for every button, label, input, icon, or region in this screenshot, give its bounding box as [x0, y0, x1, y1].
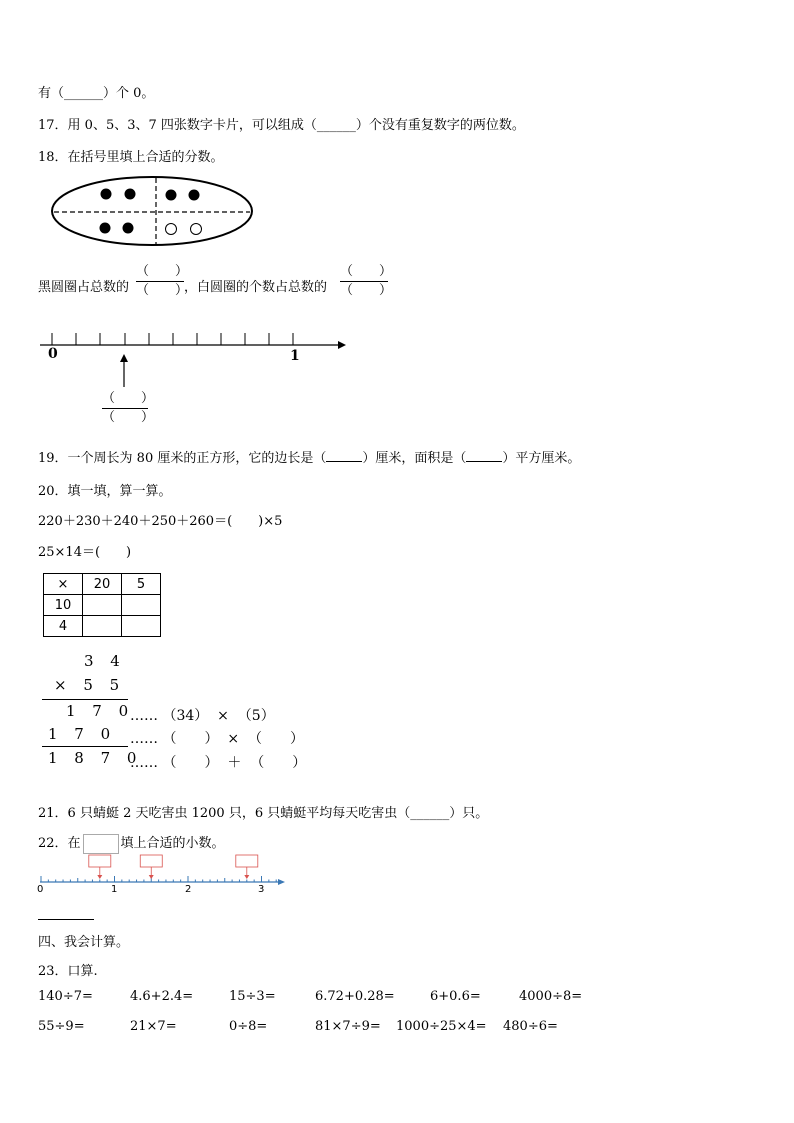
arrow-fraction-blank — [102, 391, 155, 426]
vertical-multiplier: × 5 5 — [54, 676, 126, 694]
tick-label-2: 2 — [185, 884, 192, 895]
oral-calc-item: 81×7÷9= — [315, 1019, 381, 1034]
oral-calc-item: 480÷6= — [503, 1019, 558, 1034]
down-arrow-icon — [97, 875, 102, 879]
q20-title: 20．填一填，算一算。 — [38, 484, 172, 499]
answer-box[interactable] — [140, 855, 162, 867]
white-circle — [166, 224, 177, 235]
oral-calc-item: 0÷8= — [229, 1019, 268, 1034]
grid-cell[interactable] — [83, 616, 122, 637]
q20-product-expression: 25×14＝( ) — [38, 545, 132, 560]
black-circle — [166, 190, 177, 201]
q19-part3: ）平方厘米。 — [502, 451, 581, 466]
oral-calc-item: 1000÷25×4= — [396, 1019, 487, 1034]
vertical-rule-1 — [42, 699, 128, 700]
decimal-ticks — [41, 876, 276, 882]
black-circle — [123, 223, 134, 234]
number-line-label-1: 1 — [290, 348, 300, 364]
decimal-arrow-icon — [278, 879, 285, 885]
answer-box-sample — [83, 834, 119, 854]
fraction-numerator: （ ） — [136, 264, 189, 279]
multiplication-grid — [43, 573, 161, 637]
q23-title: 23．口算. — [38, 964, 98, 979]
grid-cell[interactable] — [83, 595, 122, 616]
decimal-number-line — [34, 852, 294, 898]
section-separator — [38, 919, 94, 920]
q19-text — [38, 447, 580, 466]
grid-header-20: 20 — [83, 574, 122, 595]
partial-product-1: 1 7 0 — [66, 702, 135, 720]
fraction-numerator: （ ） — [340, 264, 393, 279]
vertical-top-number: 3 4 — [84, 652, 126, 670]
black-fraction-blank — [136, 264, 189, 299]
fraction-denominator: （ ） — [102, 410, 155, 425]
q19-part1: 19．一个周长为 80 厘米的正方形，它的边长是（ — [38, 451, 327, 466]
tick-label-1: 1 — [111, 884, 118, 895]
oral-calc-item: 140÷7= — [38, 989, 93, 1004]
fraction-denominator: （ ） — [136, 283, 189, 298]
vertical-note-2: …… （ ） × （ ） — [130, 731, 304, 747]
answer-marker — [140, 855, 162, 879]
vertical-note-1: …… （34） × （5） — [130, 708, 275, 724]
white-circle — [191, 224, 202, 235]
vertical-note-3: …… （ ） ＋ （ ） — [130, 755, 307, 771]
oral-calc-item: 15÷3= — [229, 989, 276, 1004]
q22-post: 填上合适的小数。 — [120, 836, 225, 851]
decimal-markers — [89, 855, 258, 879]
white-fraction-blank — [340, 264, 393, 299]
number-line-label-0: 0 — [48, 346, 58, 362]
grid-header-5: 5 — [122, 574, 161, 595]
fraction-numerator: （ ） — [102, 391, 155, 406]
oral-calc-item: 21×7= — [130, 1019, 177, 1034]
tick-label-3: 3 — [258, 884, 265, 895]
fraction-denominator: （ ） — [340, 283, 393, 298]
q18-black-text: 黑圆圈占总数的 — [38, 280, 130, 295]
oval-diagram — [50, 174, 260, 248]
oral-calc-item: 55÷9= — [38, 1019, 85, 1034]
tick-label-0: 0 — [37, 884, 44, 895]
black-circle — [189, 190, 200, 201]
vertical-rule-2 — [42, 746, 128, 747]
grid-row-label-10: 10 — [44, 595, 83, 616]
grid-header-times: × — [44, 574, 83, 595]
grid-row-label-4: 4 — [44, 616, 83, 637]
oral-calc-item: 6+0.6= — [430, 989, 481, 1004]
oral-calc-item: 4.6+2.4= — [130, 989, 194, 1004]
answer-box[interactable] — [236, 855, 258, 867]
q21-text: 21．6 只蜻蜓 2 天吃害虫 1200 只，6 只蜻蜓平均每天吃害虫（______）只。 — [38, 806, 489, 821]
partial-product-2: 1 7 0 — [48, 725, 117, 743]
answer-box[interactable] — [89, 855, 111, 867]
down-arrow-icon — [244, 875, 249, 879]
oral-calc-item: 4000÷8= — [519, 989, 583, 1004]
section-4-heading: 四、我会计算。 — [38, 935, 130, 950]
black-circle — [101, 189, 112, 200]
down-arrow-icon — [149, 875, 154, 879]
arrow-head-icon — [338, 341, 346, 349]
answer-marker — [236, 855, 258, 879]
number-line-ticks — [52, 333, 293, 345]
answer-marker — [89, 855, 111, 879]
q22-text — [38, 832, 225, 854]
q18-title: 18．在括号里填上合适的分数。 — [38, 150, 224, 165]
q17-text: 17．用 0、5、3、7 四张数字卡片，可以组成（______）个没有重复数字的两位数。 — [38, 118, 525, 133]
vertical-total: 1 8 7 0 — [48, 749, 143, 767]
oval-outline — [52, 177, 252, 245]
q18-white-text: ，白圆圈的个数占总数的 — [184, 280, 328, 295]
oral-calc-item: 6.72+0.28= — [315, 989, 395, 1004]
black-circle — [100, 223, 111, 234]
q16-tail: 有（______）个 0。 — [38, 86, 155, 101]
q22-pre: 22．在 — [38, 836, 81, 851]
black-circle — [125, 189, 136, 200]
up-arrow-icon — [120, 354, 128, 362]
number-line — [38, 322, 348, 392]
q19-part2: ）厘米，面积是（ — [362, 451, 467, 466]
area-blank[interactable] — [466, 449, 502, 462]
side-length-blank[interactable] — [326, 449, 362, 462]
grid-cell[interactable] — [122, 595, 161, 616]
q20-sum-expression: 220＋230＋240＋250＋260＝( )×5 — [38, 514, 283, 529]
grid-cell[interactable] — [122, 616, 161, 637]
